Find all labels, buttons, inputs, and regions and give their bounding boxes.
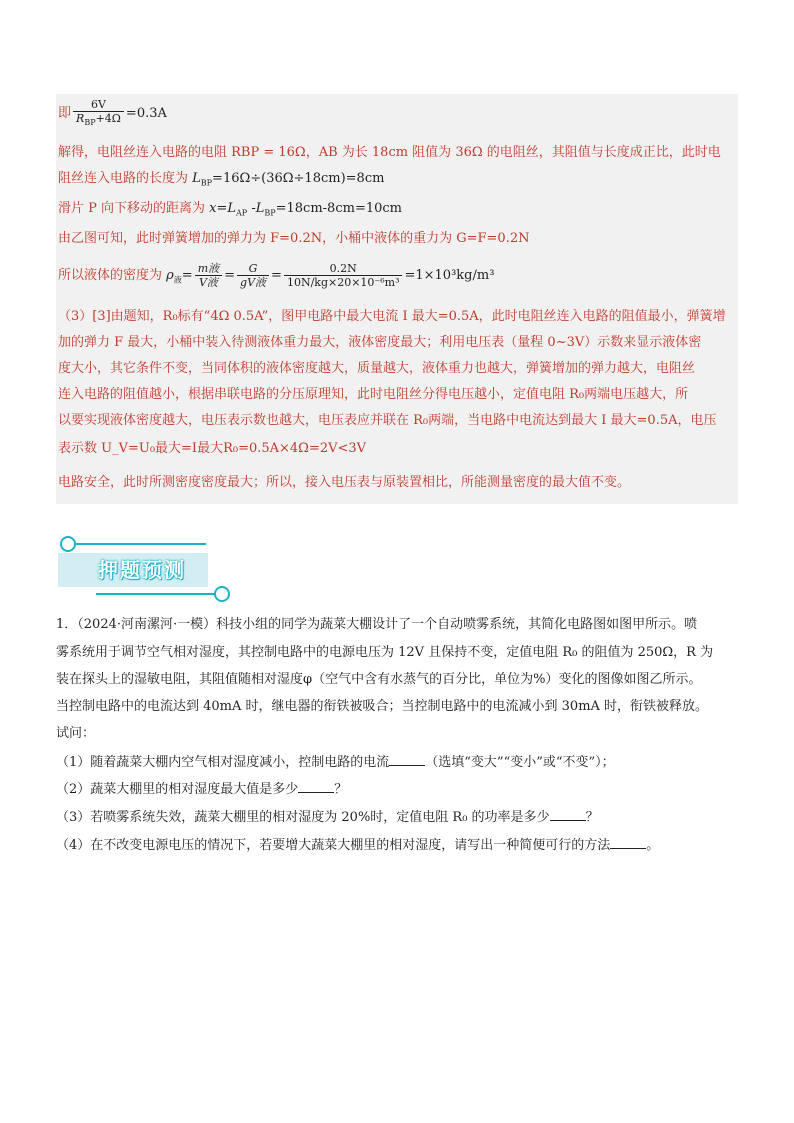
solution-text: 阻丝连入电路的长度为 <box>58 171 193 186</box>
question-part-1 <box>56 753 615 771</box>
part-text: （4）在不改变电源电压的情况下，若要增大蔬菜大棚里的相对湿度，请写出一种简便可行的方法 <box>56 838 611 853</box>
den-symbol: R <box>76 112 85 125</box>
fraction-denominator <box>73 112 124 129</box>
solution-result: =0.3A <box>125 106 167 122</box>
banner-title: 押题预测 <box>58 553 208 587</box>
fraction <box>284 262 403 289</box>
answer-blank[interactable] <box>550 808 586 821</box>
part-text: （2）蔬菜大棚里的相对湿度最大值是多少 <box>56 782 299 797</box>
answer-blank[interactable] <box>610 836 646 849</box>
solution-line-13: 电路安全，此时所测密度密度最大；所以，接入电压表与原装置相比，所能测量密度的最大值不变。 <box>58 475 631 490</box>
solution-line-2: 解得，电阻丝连入电路的电阻 RBP = 16Ω，AB 为长 18cm 阻值为 36Ω 的电阻丝，其阻值与长度成正比，此时电 <box>58 145 721 160</box>
fraction-denominator: gV液 <box>240 276 267 289</box>
fraction-numerator: 0.2N <box>284 262 403 276</box>
part-text: （1）随着蔬菜大棚内空气相对湿度减小，控制电路的电流 <box>56 755 390 770</box>
solution-result: =1×10³kg/m³ <box>404 268 495 283</box>
symbol: x=L <box>209 201 237 216</box>
solution-line-9: 度大小，其它条件不变，当同体积的液体密度越大，质量越大，液体重力也越大，弹簧增加的弹力越大，电阻丝 <box>58 361 696 376</box>
fraction-denominator: 10N/kg×20×10⁻⁶m³ <box>286 276 400 289</box>
fraction-numerator: m液 <box>195 262 222 276</box>
den-sub: BP <box>84 118 96 128</box>
fraction <box>237 262 269 289</box>
part-text: （选填“变大”“变小”或“不变”）； <box>425 755 615 770</box>
answer-blank[interactable] <box>298 780 334 793</box>
part-text: ？ <box>585 810 599 825</box>
solution-line-3 <box>58 170 384 192</box>
solution-line-8: 加的弹力 F 最大，小桶中装入待测液体重力最大，液体密度最大；利用电压表（量程 0~3V）示数来显示液体密 <box>58 335 702 350</box>
question-line-3: 装在探头上的湿敏电阻，其阻值随相对湿度φ（空气中含有水蒸气的百分比，单位为%）变化的图像如图乙所示。 <box>56 672 702 687</box>
question-line-1: 1．（2024·河南漯河·一模）科技小组的同学为蔬菜大棚设计了一个自动喷雾系统，其简化电路图如图甲所示。喷 <box>56 617 698 632</box>
question-line-2: 雾系统用于调节空气相对湿度，其控制电路中的电源电压为 12V 且保持不变，定值电阻 R₀ 的阻值为 250Ω，R 为 <box>56 645 714 660</box>
fraction-numerator: G <box>237 262 269 276</box>
question-part-4 <box>56 836 659 854</box>
solution-line-11: 以要实现液体密度越大，电压表示数也越大，电压表应并联在 R₀两端，当电路中电流达到最大 I 最大=0.5A，电压 <box>58 413 717 428</box>
symbol-sub: AP <box>236 208 248 218</box>
solution-line-7: （3）[3]由题知，R₀标有“4Ω 0.5A”，图甲电路中最大电流 I 最大=0.5A，此时电阻丝连入电路的阻值最小，弹簧增 <box>58 309 726 324</box>
solution-box <box>56 94 738 504</box>
question-line-4: 当控制电路中的电流达到 40mA 时，继电器的衔铁被吸合；当控制电路中的电流减小到 30mA 时，衔铁被释放。 <box>56 699 709 714</box>
question-part-2 <box>56 780 347 798</box>
symbol: -L <box>247 201 265 216</box>
fraction <box>73 98 124 129</box>
part-text: 。 <box>646 838 660 853</box>
den-tail: +4Ω <box>95 112 121 125</box>
symbol-sub: BP <box>264 208 276 218</box>
solution-text: 滑片 P 向下移动的距离为 <box>58 201 210 216</box>
answer-blank[interactable] <box>389 753 425 766</box>
part-text: ？ <box>334 782 348 797</box>
solution-formula: =18cm-8cm=10cm <box>275 201 402 216</box>
symbol: L <box>192 171 201 186</box>
fraction-numerator: 6V <box>73 98 124 112</box>
solution-text: 所以液体的密度为 <box>58 268 167 283</box>
symbol-sub: BP <box>200 178 213 188</box>
solution-line-6: 所以液体的密度为 $\rho_液=$ $\frac{\text{m液}}{\text{V液}}$ = $\frac{G}{\text{gV液}}$ = $\frac{0.2N}{\text{10N/kg×20×10⁻⁶m³}}$ =1×10³kg/m³ <box>58 262 495 289</box>
question-line-5: 试问： <box>56 726 96 741</box>
solution-line-12: 表示数 U_V=U₀最大=I最大R₀=0.5A×4Ω=2V<3V <box>58 441 367 456</box>
solution-line-1 <box>58 98 167 129</box>
part-text: （3）若喷雾系统失效，蔬菜大棚里的相对湿度为 20%时，定值电阻 R₀ 的功率是多少 <box>56 810 550 825</box>
solution-formula: =16Ω÷(36Ω÷18cm)=8cm <box>212 171 385 186</box>
fraction-denominator: V液 <box>198 276 218 289</box>
rho-sub: 液 <box>173 275 182 285</box>
solution-line-4 <box>58 200 402 222</box>
solution-line-5: 由乙图可知，此时弹簧增加的弹力为 F=0.2N，小桶中液体的重力为 G=F=0.2N <box>58 231 530 246</box>
rho-symbol: ρ <box>166 268 174 283</box>
section-banner <box>56 534 236 604</box>
solution-line-10: 连入电路的阻值越小，根据串联电路的分压原理知，此时电阻丝分得电压越小，定值电阻 R₀两端电压越大，所 <box>58 387 689 402</box>
fraction <box>195 262 222 289</box>
question-part-3 <box>56 808 599 826</box>
solution-text: 即 <box>58 106 72 122</box>
